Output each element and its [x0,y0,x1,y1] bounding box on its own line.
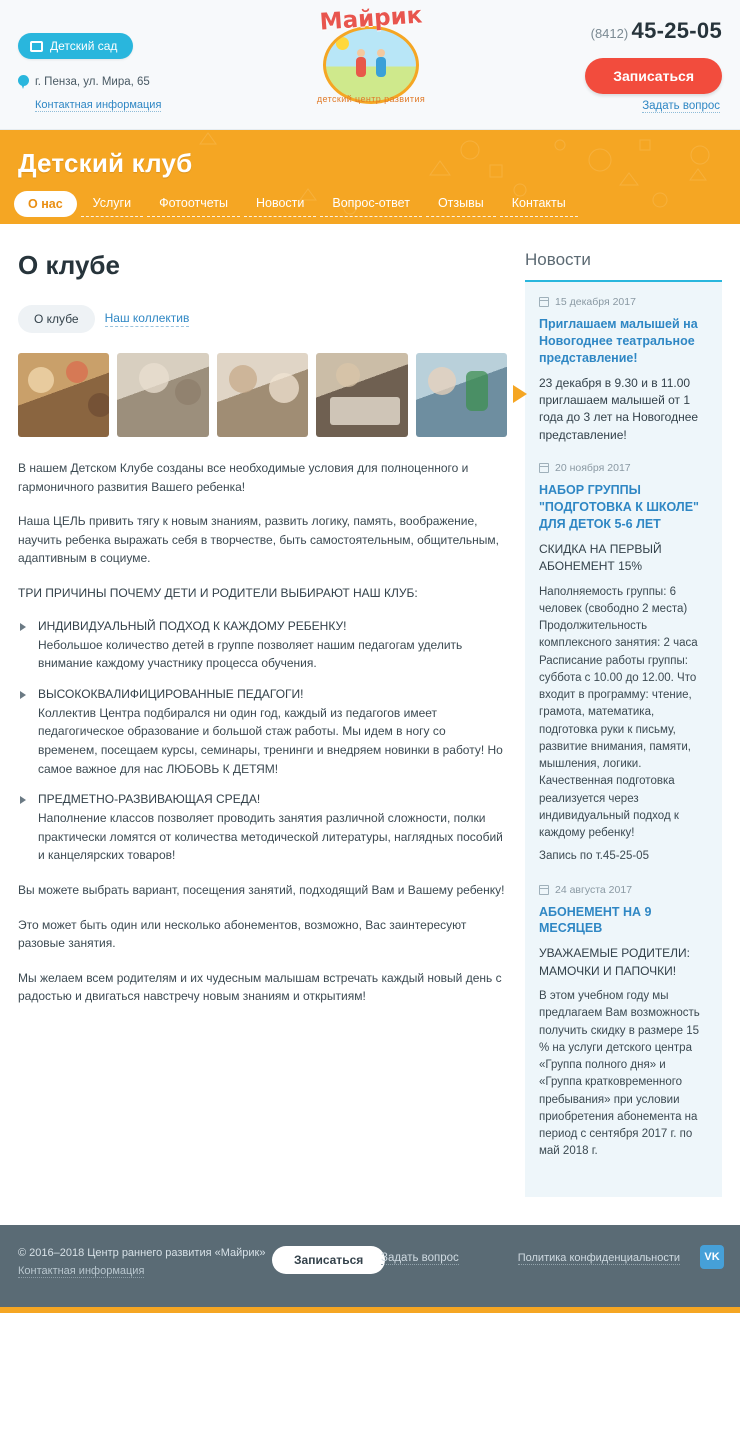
news-text-secondary: Запись по т.45-25-05 [539,850,649,863]
list-item [539,296,708,444]
reason-text: Наполнение классов позволяет проводить занятия различной сложности, полки практически ломятся от количества методической литературы, наглядных пособий и канцелярских товаров! [38,811,503,863]
reason-text: Коллектив Центра подбирался ни один год, каждый из педагогов имеет педагогическое образование и большой стаж работы. Мы идем в ногу со временем, посещаем курсы, семинары, тренинги и внедряем новинки в работу! Но самое важное для нас ЛЮБОВЬ К ДЕТЯМ! [38,705,503,776]
news-date: 15 декабря 2017 [555,296,636,308]
child-figure-icon [376,57,386,77]
outro-paragraph-1: Вы можете выбрать вариант, посещения занятий, подходящий Вам и Вашему ребенку! [18,882,505,897]
footer-accent-strip [0,1307,740,1313]
gallery-thumb[interactable] [416,353,507,437]
reasons-list [18,619,507,865]
nav-item-contacts[interactable]: Контакты [500,190,578,217]
phone-area-code: (8412) [590,26,629,41]
page-title: О клубе [18,250,120,280]
news-date: 24 августа 2017 [555,883,633,896]
news-heading: Новости [525,250,722,282]
news-date-row [539,296,708,308]
nav-item-faq[interactable]: Вопрос-ответ [320,190,422,217]
news-subtitle: УВАЖАЕМЫЕ РОДИТЕЛИ: МАМОЧКИ И ПАПОЧКИ! [539,946,691,978]
news-text: 23 декабря в 9.30 и в 11.00 приглашаем малышей от 1 года до 3 лет на Новогоднее представление! [539,375,699,442]
reason-title: ПРЕДМЕТНО-РАЗВИВАЮЩАЯ СРЕДА! [38,792,261,807]
phone-number: 45-25-05 [631,18,722,43]
address-text: г. Пенза, ул. Мира, 65 [35,76,150,88]
news-date-row [539,462,708,474]
sun-icon [336,37,349,50]
signup-button-footer[interactable]: Записаться [272,1246,385,1274]
gallery-thumb[interactable] [18,353,109,437]
screen-icon [30,41,43,52]
intro-paragraph-1: В нашем Детском Клубе созданы все необходимые условия для полноценного и гармоничного развития Вашего ребенка! [18,461,469,494]
subtabs [18,305,507,333]
calendar-icon [539,885,549,895]
contact-info-link[interactable]: Контактная информация [35,99,162,111]
kindergarten-badge[interactable] [18,33,133,59]
news-text: Наполняемость группы: 6 человек (свободно 2 места) Продолжительность комплексного занятия: 2 часа Расписание работы группы: суббота с 10.00 до 12.00. Что входит в программу: чтение, грамота, математика, подготовка руки к письму, развитие внимания, памяти, мышления, логики. Качественная подготовка реализуется через индивидуальный подход к каждому ребенку! [539,585,698,840]
gallery-thumb[interactable] [117,353,208,437]
reason-text: Небольшое количество детей в группе позволяет нашим педагогам уделить внимание каждому участнику процесса обучения. [38,637,463,671]
nav-item-reviews[interactable]: Отзывы [426,190,496,217]
news-title[interactable]: АБОНЕМЕНТ НА 9 МЕСЯЦЕВ [539,904,652,936]
site-logo[interactable] [309,2,433,116]
outro-paragraph-2: Это может быть один или несколько абонементов, возможно, Вас заинтересуют разовые занятия. [18,917,467,951]
gallery-thumb[interactable] [316,353,407,437]
list-item [18,687,507,778]
address-block [18,75,150,89]
calendar-icon [539,297,549,307]
map-pin-icon [18,75,29,89]
news-list [525,282,722,1197]
copyright-text: © 2016–2018 Центр раннего развития «Майрик» [18,1246,266,1259]
reason-title: ИНДИВИДУАЛЬНЫЙ ПОДХОД К КАЖДОМУ РЕБЕНКУ! [38,618,347,633]
gallery-next-arrow-icon[interactable] [513,385,527,403]
logo-tagline: детский центр развития [316,94,426,104]
nav-item-photoreports[interactable]: Фотоотчеты [147,190,240,217]
contact-info-link-footer[interactable]: Контактная информация [18,1264,145,1277]
news-title[interactable]: Приглашаем малышей на Новогоднее театральное представление! [539,317,698,365]
nav-item-news[interactable]: Новости [244,190,316,217]
privacy-policy-link[interactable]: Политика конфиденциальности [517,1251,680,1264]
child-figure-icon [356,57,366,77]
signup-button-header[interactable]: Записаться [585,58,722,94]
page-section-title: Детский клуб [18,148,193,178]
news-sidebar [525,224,740,1197]
ask-question-link-header[interactable]: Задать вопрос [642,100,720,112]
phone-block[interactable] [591,18,722,44]
nav-item-about[interactable]: О нас [14,191,77,217]
tab-our-team[interactable]: Наш коллектив [104,311,190,325]
logo-wordmark: Майрик [318,2,424,36]
reason-title: ВЫСОКОКВАЛИФИЦИРОВАННЫЕ ПЕДАГОГИ! [38,686,304,701]
list-item [539,884,708,1161]
news-title[interactable]: НАБОР ГРУППЫ "ПОДГОТОВКА К ШКОЛЕ" ДЛЯ ДЕТОК 5-6 ЛЕТ [539,483,699,531]
nav-item-services[interactable]: Услуги [81,190,143,217]
list-item [18,792,507,865]
main-column [0,224,525,1197]
list-item [539,462,708,865]
outro-paragraph-3: Мы желаем всем родителям и их чудесным малышам встречать каждый новый день с радостью и двигаться навстречу новым знаниям и открытиям! [18,970,502,1004]
news-date-row [539,884,708,896]
main-navigation [14,190,578,217]
list-item [18,619,507,673]
photo-gallery [18,353,507,437]
site-header [0,0,740,130]
ask-question-link-footer[interactable]: Задать вопрос [381,1251,459,1264]
gallery-thumb[interactable] [217,353,308,437]
intro-paragraph-2: Наша ЦЕЛЬ привить тягу к новым знаниям, развить логику, память, воображение, научить ребенка выражать себя в творчестве, быть самостоятельным, общительным, адаптивным в социуме. [18,514,499,566]
reasons-heading: ТРИ ПРИЧИНЫ ПОЧЕМУ ДЕТИ И РОДИТЕЛИ ВЫБИРАЮТ НАШ КЛУБ: [18,585,418,600]
news-text: В этом учебном году мы предлагаем Вам возможность получить скидку в размере 15 % на услуги детского центра «Группа полного дня» и «Группа кратковременного пребывания» при условии приобретения абонемента на период с сентября 2017 г. по май 2018 г. [539,990,700,1158]
kindergarten-badge-label: Детский сад [50,39,118,53]
calendar-icon [539,463,549,473]
logo-illustration [323,26,419,104]
news-date: 20 ноября 2017 [555,462,631,475]
section-navbar [0,130,740,224]
content-area [0,224,740,1225]
vk-icon[interactable]: VK [700,1245,724,1269]
tab-about-club[interactable]: О клубе [18,305,95,333]
news-subtitle: СКИДКА НА ПЕРВЫЙ АБОНЕМЕНТ 15% [539,541,662,574]
site-footer [0,1225,740,1307]
